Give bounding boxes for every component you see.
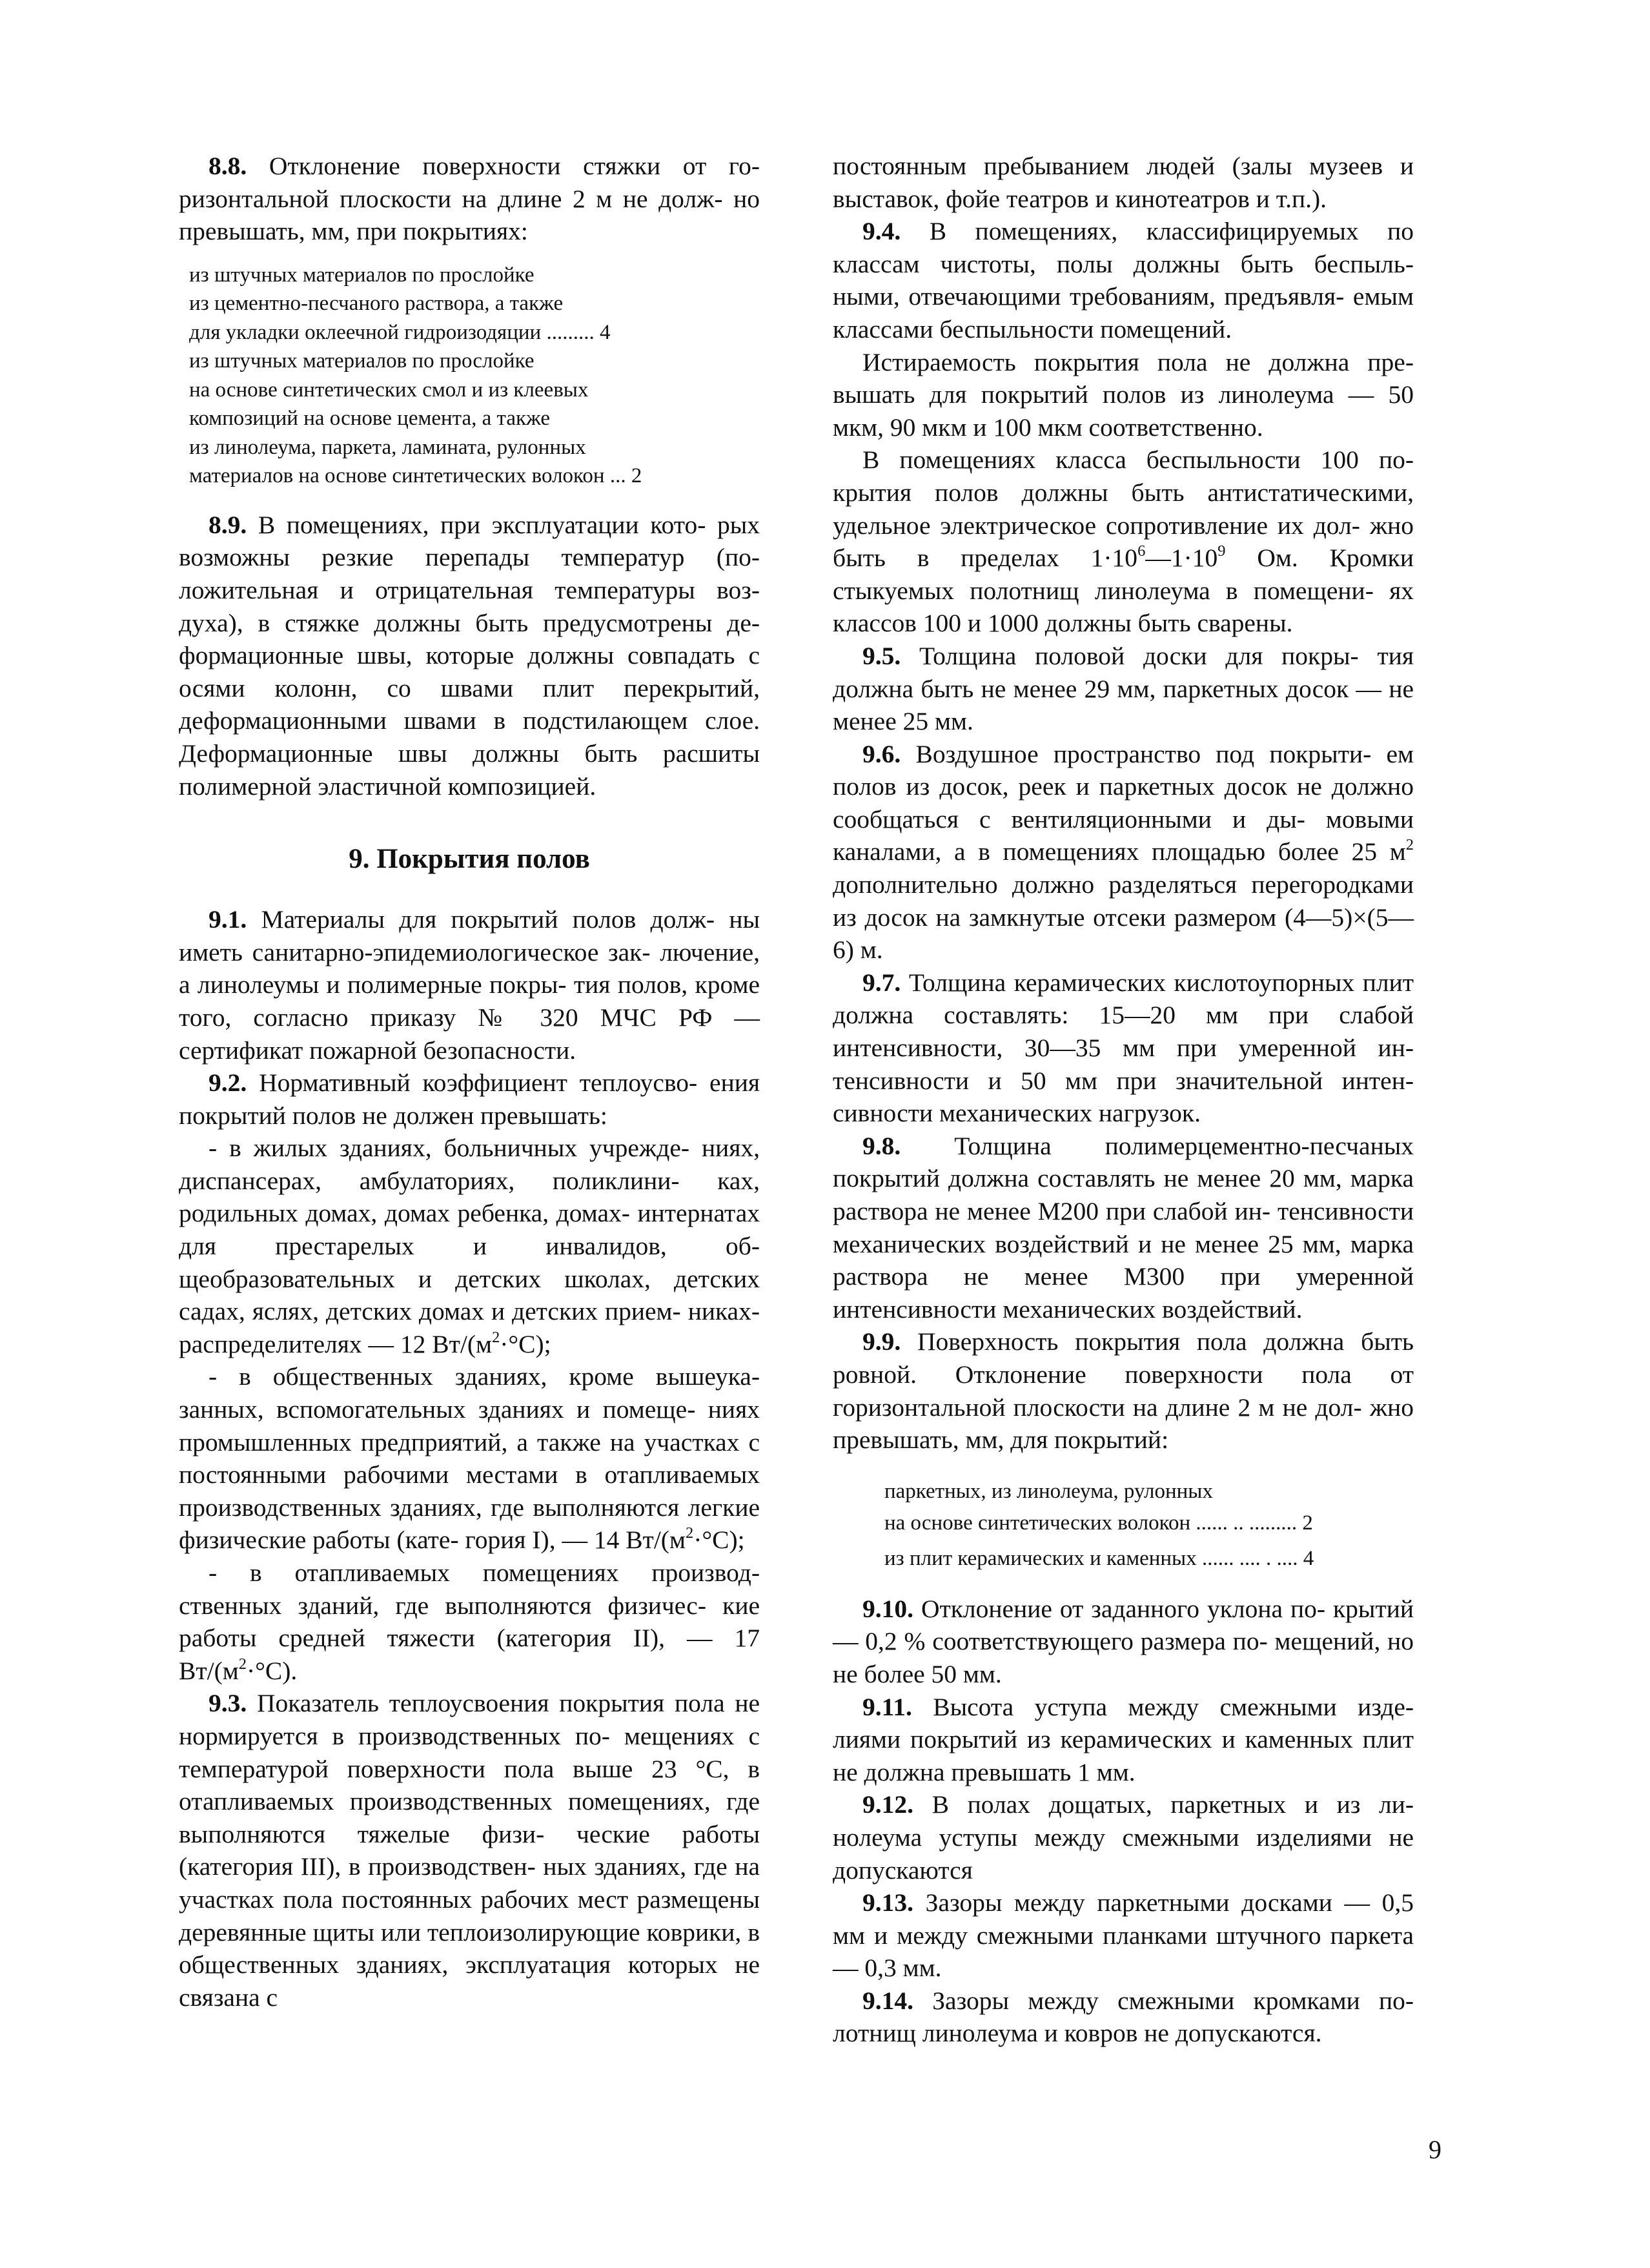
clause-number: 8.8. [209, 152, 247, 180]
paragraph-9-2-residential [179, 1132, 760, 1360]
text-line: ках, родильных домах, домах ребенка, домах- [179, 1166, 760, 1228]
text-line: ными, отвечающими требованиям, предъявля- [833, 282, 1345, 311]
paragraph-8-8 [179, 150, 760, 248]
list-item: композиций на основе цемента, а также [189, 407, 551, 431]
text-line: Нормативный коэффициент теплоусво- [259, 1068, 698, 1098]
text-line: 17 Вт/(м [179, 1624, 760, 1685]
text-line: емым классами беспыльности помещений. [833, 282, 1414, 343]
text-line: ческие работы (категория III), в производствен- [179, 1819, 760, 1881]
text-line: занных, вспомогательных зданиях и помеще- [179, 1395, 696, 1424]
text-line: лотнищ линолеума и ковров не допускаются. [833, 2019, 1322, 2048]
text-line: ·°С); [693, 1526, 745, 1555]
clause-number: 9.2. [209, 1068, 247, 1098]
text-line: паркета — 0,3 мм. [833, 1921, 1414, 1983]
text-line: - в жилых зданиях, больничных учрежде- [209, 1134, 690, 1163]
text-line: В помещениях класса беспыльности 100 по- [862, 445, 1414, 475]
text-line: жно быть в пределах 1·10 [833, 511, 1414, 573]
text-line: интенсивности, 30—35 мм при умеренной ин- [833, 1034, 1414, 1063]
text-line: Высота уступа между смежными изде- [933, 1692, 1414, 1721]
list-item: из штучных материалов по прослойке [189, 349, 535, 373]
text-line: 0,5 мм и между смежными планками штучного [833, 1888, 1414, 1950]
clause-number: 9.5. [862, 641, 901, 670]
list-item: для укладки оклеечной гидроизодяции ......... 4 [189, 320, 611, 344]
text-line: никах-распределителях — 12 Вт/(м [179, 1297, 760, 1358]
paragraph-9-4 [833, 215, 1414, 345]
text-line: ризонтальной плоскости на длине 2 м не долж- [179, 184, 723, 213]
text-line: тия полов, кроме того, согласно приказу № 320 [179, 970, 760, 1032]
text-line: ниях промышленных предприятий, а также на [179, 1395, 760, 1456]
superscript: 2 [685, 1524, 694, 1542]
text-line: мещениях с температурой поверхности пола [179, 1721, 760, 1783]
clause-number: 9.10. [862, 1594, 913, 1623]
section-heading: 9. Покрытия полов [349, 844, 590, 875]
list-item: паркетных, из линолеума, рулонных [884, 1479, 1213, 1503]
text-line: Поверхность покрытия пола должна [917, 1327, 1345, 1356]
text-line: воздействий. [1162, 1294, 1303, 1323]
text-line: отапливаемых производственных зданиях, где [179, 1460, 760, 1522]
paragraph-9-10 [833, 1593, 1414, 1691]
paragraph-9-4-abrasion [833, 346, 1414, 444]
text-line: Толщина полимерцементно-песчаных [954, 1131, 1414, 1160]
paragraph-9-2-public [179, 1360, 760, 1557]
text-line: 50 мкм, 90 мкм и 100 мкм соответственно. [833, 380, 1414, 442]
clause-number: 8.9. [209, 510, 247, 539]
text-line: Толщина керамических кислотоупорных [908, 968, 1355, 997]
text-line: полимерной эластичной композицией. [179, 771, 596, 801]
paragraph-9-8 [833, 1130, 1414, 1326]
text-line: помещениях, где выполняются тяжелые физи- [179, 1787, 760, 1848]
tolerance-list-9-9 [884, 1476, 1414, 1575]
text-line: постоянным пребыванием людей (залы музеев [833, 152, 1383, 180]
text-line: тия должна быть не менее 29 мм, паркетных [833, 641, 1414, 703]
text-line: щеобразовательных и детских школах, детских [179, 1264, 760, 1293]
text-line: Зазоры между смежными кромками по- [932, 1986, 1414, 2015]
page-number: 9 [1429, 2135, 1441, 2164]
text-line: лючение, а линолеумы и полимерные покры- [179, 937, 760, 999]
text-line: интернатах для престарелых и инвалидов, об- [179, 1199, 760, 1261]
text-line: Показатель теплоусвоения покрытия [257, 1689, 665, 1718]
text-line: более 25 м [1278, 837, 1406, 866]
paragraph-9-7 [833, 966, 1414, 1130]
text-line: Зазоры между паркетными досками — [925, 1888, 1370, 1917]
superscript: 6 [1137, 542, 1146, 560]
text-line: лиями покрытий из керамических и каменных [833, 1725, 1353, 1754]
text-line: тенсивности и 50 мм при значительной интен- [833, 1066, 1414, 1095]
text-line: выше 23 °С, в отапливаемых производственных [179, 1754, 760, 1816]
text-line: зданиях, эксплуатация которых не связана с [179, 1950, 760, 2012]
paragraph-8-9 [179, 509, 760, 802]
text-line: Толщина половой доски для покры- [919, 641, 1359, 670]
text-line: досок — не менее 25 мм. [833, 674, 1414, 736]
paragraph-9-2-industrial [179, 1557, 760, 1687]
text-line: рабочих мест размещены деревянные щиты или [179, 1885, 760, 1946]
text-line: Отклонение от заданного уклона по- [921, 1594, 1326, 1623]
text-line: марка раствора не менее М200 при слабой ин- [833, 1164, 1414, 1225]
text-line: кие работы средней тяжести (категория II), — [179, 1591, 760, 1653]
text-line: ·°С); [500, 1329, 551, 1358]
text-line: плит должна составлять: 15—20 мм при слабой [833, 968, 1414, 1030]
text-line: - в общественных зданиях, кроме вышеука- [209, 1362, 760, 1391]
clause-number: 9.11. [862, 1692, 912, 1721]
paragraph-9-6 [833, 738, 1414, 966]
text-line: дополнительно должно разделяться [833, 870, 1238, 899]
paragraph-9-4-antistatic [833, 444, 1414, 640]
clause-number: 9.6. [862, 739, 901, 768]
clause-number: 9.9. [862, 1327, 901, 1356]
text-line: В помещениях, при эксплуатации кото- [258, 510, 706, 539]
text-line: пола не нормируется в производственных по- [179, 1689, 760, 1750]
text-line: мовыми каналами, а в помещениях площадью [833, 804, 1414, 866]
list-item: из штучных материалов по прослойке [189, 263, 535, 287]
text-line: рых возможны резкие перепады температур (по- [179, 510, 760, 572]
text-line: теплоизолирующие коврики, в общественных [179, 1917, 760, 1979]
text-line: ных зданиях, где на участках пола постоянных [179, 1852, 760, 1914]
text-line: ем полов из досок, реек и паркетных досок не [833, 739, 1414, 801]
paragraph-9-13 [833, 1886, 1414, 1985]
text-line: участках с постоянными рабочими местами в [179, 1427, 760, 1489]
clause-number: 9.12. [862, 1790, 913, 1819]
text-line: садах, яслях, детских домах и детских прием- [179, 1297, 681, 1326]
text-line: Ом. Кромки [1225, 544, 1414, 573]
text-line: классам чистоты, полы должны быть беспыль- [833, 249, 1414, 278]
text-line: Отклонение поверхности стяжки от го- [269, 152, 760, 180]
text-line: ях классов 100 и 1000 должны быть сварены. [833, 576, 1414, 638]
text-line: ·°С). [246, 1656, 298, 1685]
list-item: на основе синтетических смол и из клеевых [189, 378, 589, 402]
text-line: покрытий должна составлять не менее 20 мм, [833, 1164, 1342, 1193]
text-line: не допускаются [833, 1823, 1414, 1885]
clause-number: 9.4. [862, 217, 901, 246]
text-line: деформационными швами в подстилающем слое. [179, 706, 760, 735]
list-item: из цементно-песчаного раствора, а также [189, 292, 564, 316]
text-line: стыкуемых полотнищ линолеума в помещени- [833, 576, 1374, 605]
text-line: перегородками из досок на замкнутые отсеки [833, 870, 1414, 932]
tolerance-list-8-8 [189, 261, 760, 491]
text-line: формационные швы, которые должны совпадать [179, 641, 735, 670]
clause-number: 9.7. [862, 968, 901, 997]
text-line: выполняются легкие физические работы (кате- [179, 1493, 760, 1555]
text-line: жно превышать, мм, для покрытий: [833, 1393, 1414, 1455]
list-item: на основе синтетических волокон ...... .. ......... 2 [884, 1511, 1313, 1535]
text-line: быть ровной. Отклонение поверхности пола от [833, 1327, 1414, 1389]
text-line: крытия полов должны быть антистатическими, [833, 478, 1414, 507]
clause-number: 9.14. [862, 1986, 913, 2015]
list-item: из линолеума, паркета, ламината, рулонных [189, 435, 586, 459]
right-column [833, 150, 1414, 2050]
paragraph-9-9 [833, 1325, 1414, 1456]
text-line: МЧС РФ — сертификат пожарной безопасности. [179, 1003, 760, 1065]
list-item: материалов на основе синтетических волокон ... 2 [189, 464, 642, 488]
text-line: —1·10 [1145, 544, 1218, 573]
left-column [179, 150, 760, 2014]
paragraph-9-3-continued [833, 150, 1414, 215]
text-line: мещений, но не более 50 мм. [833, 1627, 1414, 1688]
superscript: 9 [1217, 542, 1226, 560]
clause-number: 9.8. [862, 1131, 901, 1160]
text-line: ложительная и отрицательная температуры воз- [179, 575, 760, 604]
text-line: ны иметь санитарно-эпидемиологическое зак- [179, 905, 760, 966]
text-line: духа), в стяжке должны быть предусмотрены де- [179, 608, 760, 637]
text-line: размером (4—5)×(5—6) м. [833, 903, 1414, 965]
clause-number: 9.13. [862, 1888, 913, 1917]
text-line: В помещениях, классифицируемых по [929, 217, 1414, 246]
text-line: Истираемость покрытия пола не должна пре- [862, 347, 1414, 376]
text-line: гория I), — 14 Вт/(м [465, 1526, 686, 1555]
text-line: ниях, диспансерах, амбулаториях, поликлини- [179, 1134, 760, 1195]
text-line: и выставок, фойе театров и кинотеатров и т.п.). [833, 152, 1414, 213]
paragraph-9-1 [179, 903, 760, 1067]
text-line: Материалы для покрытий полов долж- [261, 905, 715, 934]
text-line: горизонтальной плоскости на длине 2 м не дол- [833, 1393, 1362, 1422]
text-line: крытий — 0,2 % соответствующего размера по- [833, 1594, 1414, 1656]
clause-number: 9.1. [209, 905, 247, 934]
paragraph-9-14 [833, 1985, 1414, 2050]
text-line: вышать для покрытий полов из линолеума — [833, 380, 1374, 409]
text-line: В полах дощатых, паркетных и из ли- [932, 1790, 1414, 1819]
text-line: сивности механических нагрузок. [833, 1099, 1201, 1128]
text-line: ственных зданий, где выполняются физичес- [179, 1591, 706, 1620]
text-line: тенсивности механических воздействий и не [833, 1197, 1414, 1258]
text-line: должно сообщаться с вентиляционными и ды- [833, 772, 1414, 833]
text-line: - в отапливаемых помещениях производ- [209, 1558, 760, 1587]
text-line: с осями колонн, со швами плит перекрытий, [179, 641, 760, 702]
clause-number: 9.3. [209, 1689, 247, 1718]
paragraph-9-11 [833, 1691, 1414, 1789]
paragraph-9-3 [179, 1687, 760, 2014]
text-line: Воздушное пространство под покрыти- [915, 739, 1372, 768]
text-line: плит не должна превышать 1 мм. [833, 1725, 1414, 1786]
list-item: из плит керамических и каменных ...... .... . .... 4 [884, 1546, 1314, 1570]
text-line: Деформационные швы должны быть расшиты [179, 739, 760, 768]
text-line: нолеума уступы между смежными изделиями [833, 1823, 1372, 1852]
paragraph-9-5 [833, 640, 1414, 738]
text-line: ения покрытий полов не должен превышать: [179, 1068, 760, 1130]
text-line: удельное электрическое сопротивление их дол- [833, 511, 1360, 540]
text-line: менее 25 мм, марка раствора не менее М300 [833, 1229, 1414, 1291]
text-line: при умеренной интенсивности механических [833, 1262, 1414, 1323]
superscript: 2 [1405, 836, 1414, 854]
superscript: 2 [491, 1328, 500, 1346]
superscript: 2 [238, 1655, 247, 1673]
paragraph-9-12 [833, 1788, 1414, 1886]
paragraph-9-2 [179, 1067, 760, 1132]
text-line: но превышать, мм, при покрытиях: [179, 184, 760, 246]
